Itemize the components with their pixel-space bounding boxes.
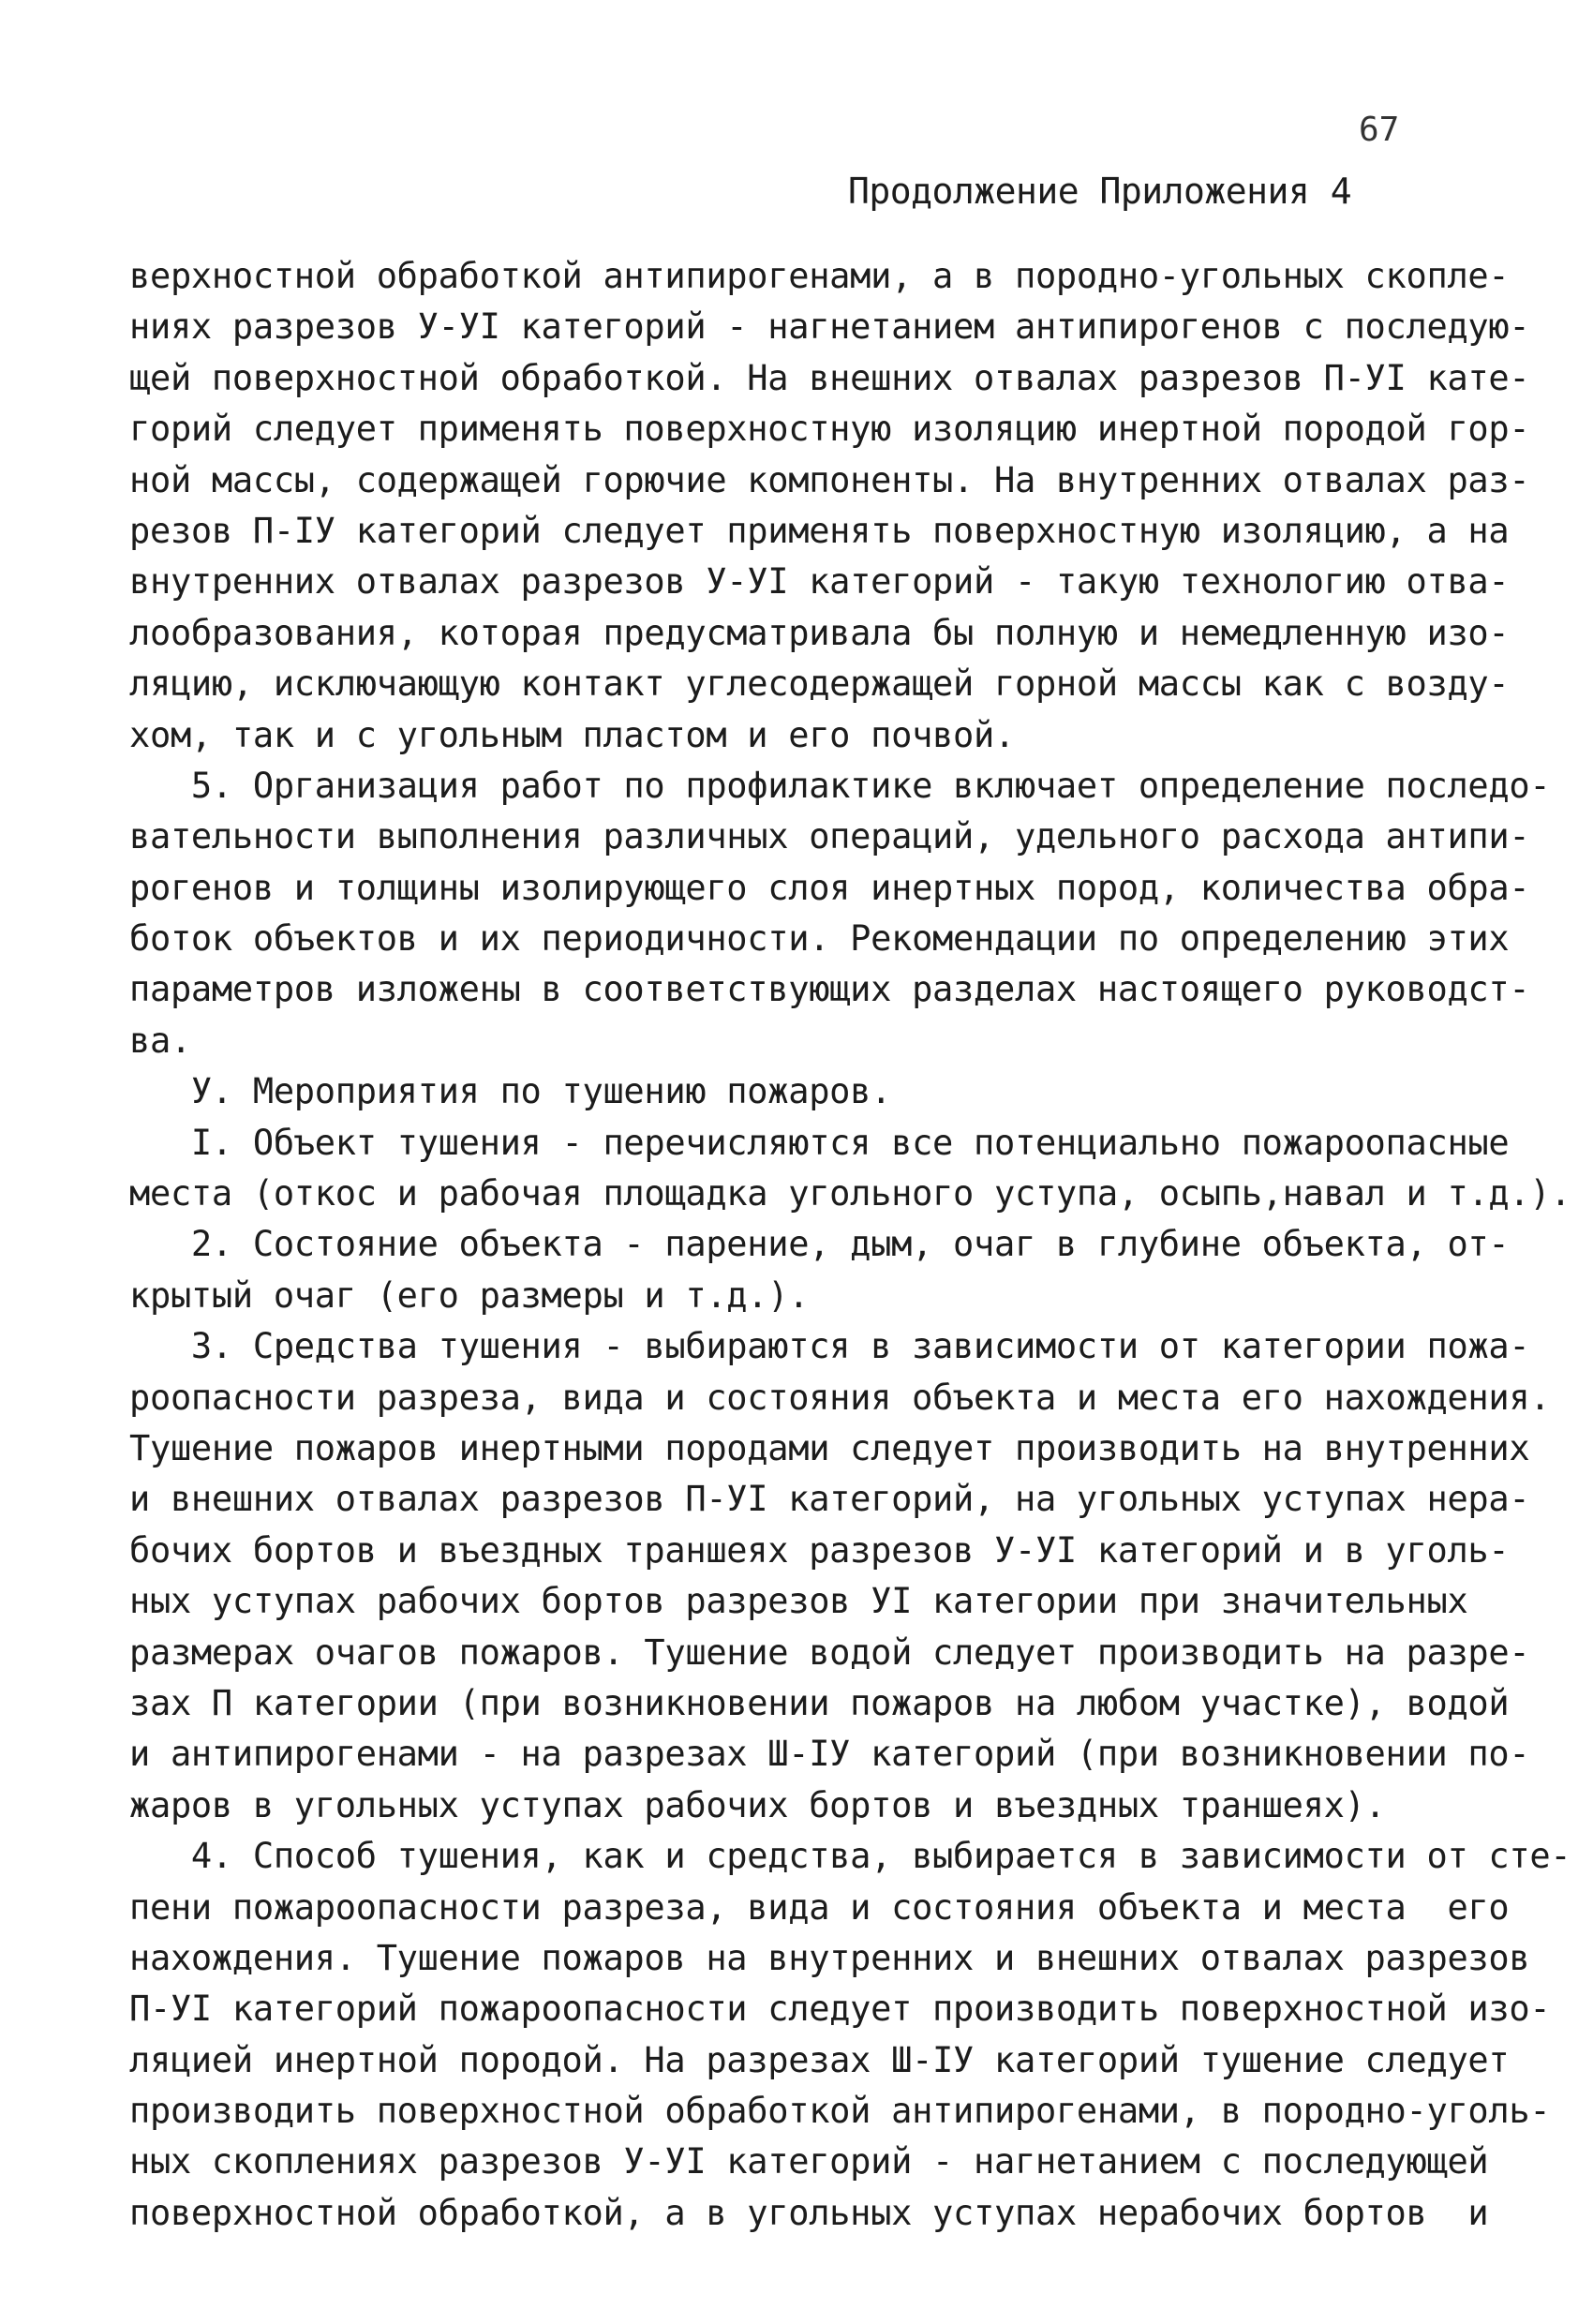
text-line: Тушение пожаров инертными породами следует производить на внутренних [129,1427,1530,1468]
text-line: и антипирогенами - на разрезах Ш-IУ категорий (при возникновении по- [129,1734,1530,1775]
text-line: нахождения. Тушение пожаров на внутренних и внешних отвалах разрезов [129,1937,1530,1978]
text-line: жаров в угольных уступах рабочих бортов и въездных траншеях). [129,1784,1386,1825]
text-line: пени пожароопасности разреза, вида и состояния объекта и места его [129,1886,1510,1928]
text-line: 5. Организация работ по профилактике включает определение последо- [129,765,1551,806]
section-heading: У. Мероприятия по тушению пожаров. [129,1071,892,1112]
page-number: 67 [1359,111,1400,149]
body-text [129,251,1571,2239]
text-line: хом, так и с угольным пластом и его почвой. [129,714,1015,755]
text-line: лообразования, которая предусматривала бы полную и немедленную изо- [129,612,1510,653]
text-line: ных скоплениях разрезов У-УI категорий - нагнетанием с последующей [129,2141,1489,2182]
text-line: производить поверхностной обработкой антипирогенами, в породно-уголь- [129,2091,1551,2132]
text-line: ва. [129,1020,191,1061]
text-line: ной массы, содержащей горючие компоненты. На внутренних отвалах раз- [129,459,1530,500]
text-line: боток объектов и их периодичности. Рекомендации по определению этих [129,918,1510,960]
text-line: щей поверхностной обработкой. На внешних отвалах разрезов П-УI кате- [129,357,1530,398]
text-line: ниях разрезов У-УI категорий - нагнетанием антипирогенов с последую- [129,306,1530,348]
text-line: ных уступах рабочих бортов разрезов УI категории при значительных [129,1581,1468,1622]
text-line: П-УI категорий пожароопасности следует производить поверхностной изо- [129,1989,1551,2030]
text-line: зах П категории (при возникновении пожаров на любом участке), водой [129,1682,1510,1723]
text-line: размерах очагов пожаров. Тушение водой следует производить на разре- [129,1631,1530,1673]
text-line: 4. Способ тушения, как и средства, выбирается в зависимости от сте- [129,1836,1571,1877]
text-line: 3. Средства тушения - выбираются в зависимости от категории пожа- [129,1326,1530,1367]
text-line: I. Объект тушения - перечисляются все потенциально пожароопасные [129,1122,1510,1163]
text-line: внутренних отвалах разрезов У-УI категорий - такую технологию отва- [129,561,1510,603]
text-line: верхностной обработкой антипирогенами, а в породно-угольных скопле- [129,256,1510,296]
text-line: ляцию, исключающую контакт углесодержащей горной массы как с возду- [129,663,1510,705]
text-line: бочих бортов и въездных траншеях разрезов У-УI категорий и в уголь- [129,1529,1510,1571]
text-line: крытый очаг (его размеры и т.д.). [129,1274,810,1316]
text-line: и внешних отвалах разрезов П-УI категорий, на угольных уступах нера- [129,1479,1530,1520]
text-line: поверхностной обработкой, а в угольных уступах нерабочих бортов и [129,2192,1489,2233]
text-line: ляцией инертной породой. На разрезах Ш-IУ категорий тушение следует [129,2039,1510,2080]
appendix-title: Продолжение Приложения 4 [848,171,1352,212]
text-line: резов П-IУ категорий следует применять поверхностную изоляцию, а на [129,510,1510,551]
text-line: вательности выполнения различных операций, удельного расхода антипи- [129,816,1530,857]
text-line: параметров изложены в соответствующих разделах настоящего руководст- [129,969,1530,1010]
text-line: места (откос и рабочая площадка угольного уступа, осыпь,навал и т.д.). [129,1173,1571,1214]
text-line: рогенов и толщины изолирующего слоя инертных пород, количества обра- [129,867,1530,908]
text-line: горий следует применять поверхностную изоляцию инертной породой гор- [129,409,1530,450]
text-line: роопасности разреза, вида и состояния объекта и места его нахождения. [129,1377,1551,1418]
text-line: 2. Состояние объекта - парение, дым, очаг в глубине объекта, от- [129,1224,1510,1265]
